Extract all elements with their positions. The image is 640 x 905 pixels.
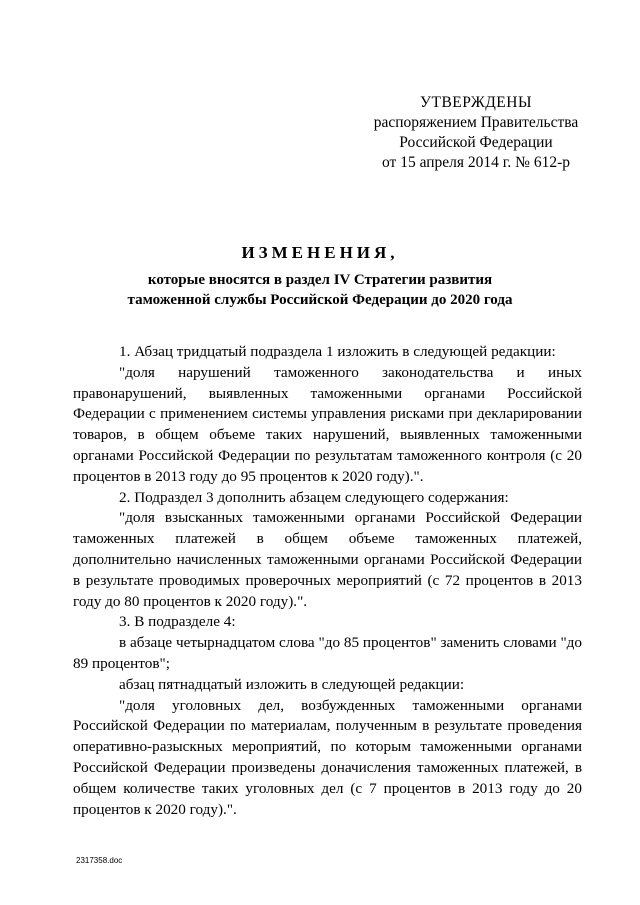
paragraph: "доля нарушений таможенного законодательства и иных правонарушений, выявленных таможенными органами Российской Федерации с применением системы управления рисками при декларировании товаров, в общем объеме таких нарушений, выявленных таможенными органами Российской Федерации по результатам таможенного контроля (с 20 процентов в 2013 году до 95 процентов к 2020 году).". [73,363,582,485]
file-name-footer: 2317358.doc [76,856,123,865]
paragraph: 2. Подраздел 3 дополнить абзацем следующего содержания: [119,488,509,506]
document-body [73,342,582,820]
document-title: ИЗМЕНЕНИЯ, [241,243,399,262]
paragraph: в абзаце четырнадцатом слова "до 85 процентов" заменить словами "до 89 процентов"; [73,634,582,672]
paragraph: 1. Абзац тридцатый подраздела 1 изложить в следующей редакции: [119,343,556,360]
approval-line-2: Российской Федерации [399,134,553,151]
paragraph: "доля взысканных таможенными органами Российской Федерации таможенных платежей в общем объеме таможенных платежей, дополнительно начисленных таможенными органами Российской Федерации в результате проводимых проверочных мероприятий (с 72 процентов в 2013 году до 80 процентов к 2020 году).". [73,509,582,610]
document-subtitle-line-1: которые вносятся в раздел IV Стратегии развития [147,272,493,288]
document-subtitle-line-2: таможенной службы Российской Федерации до 2020 года [127,292,513,308]
paragraph: 3. В подразделе 4: [119,613,236,631]
paragraph: "доля уголовных дел, возбужденных таможенными органами Российской Федерации по материалам, полученным в результате проведения оперативно-разыскных мероприятий, по которым таможенными органами Российской Федерации произведены доначисления таможенных платежей, в общем количестве таких уголовных дел (с 7 процентов в 2013 году до 20 процентов к 2020 году).". [73,696,582,818]
document-title-block [60,242,580,310]
approval-line-3: от 15 апреля 2014 г. № 612-р [382,154,570,171]
approval-line-1: распоряжением Правительства [373,114,579,131]
approval-heading: УТВЕРЖДЕНЫ [420,94,532,111]
paragraph: абзац пятнадцатый изложить в следующей редакции: [119,675,465,693]
approval-block [356,93,596,173]
